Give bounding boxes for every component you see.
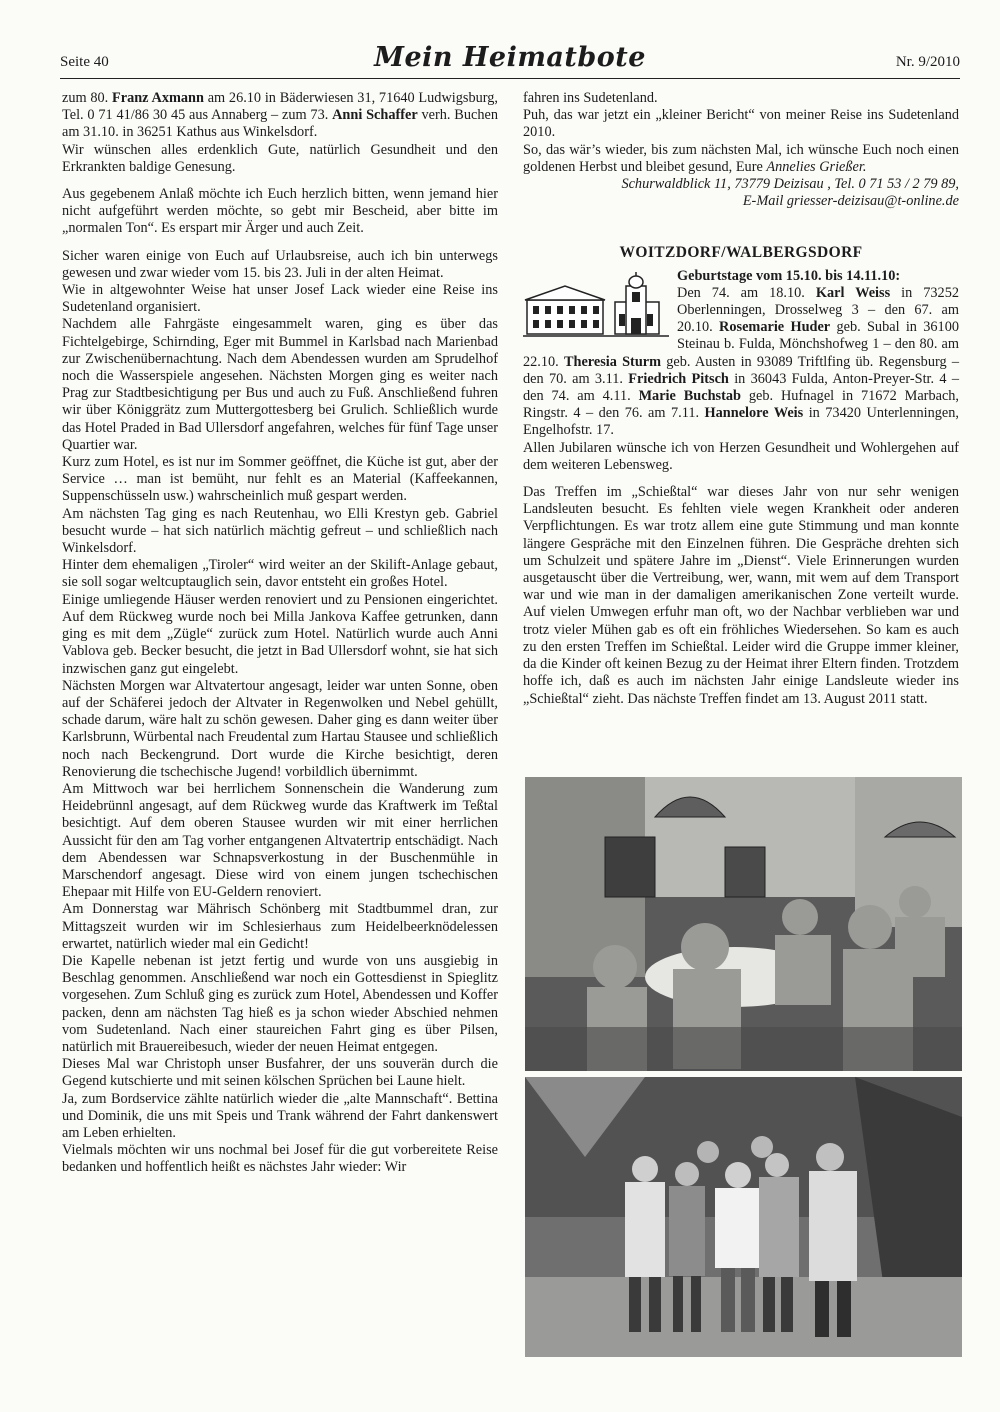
left-column <box>62 90 498 1177</box>
birthday-list <box>523 268 959 440</box>
meeting-report: Das Treffen im „Schießtal“ war dieses Jahr von nur sehr wenigen Landsleuten besucht. Es fehlten viele wegen Krankheit oder anderen Verpflichtungen. Es war trotz allem eine gute Stimmung und man konnte längere Gespräche mit den Einzelnen führen. Die Gespräche drehten sich um Schulzeit und spätere Jahre im „Dienst“. Viele Erinnerungen wurden ausgetauscht über die Vertreibung, wer, wann, mit wem auf dem Transport war und wie man in der damaligen amerikanischen Zone verteilt wurde. Auf vielen Umwegen erfuhr man oft, wo der Nachbar verblieben war und trotz vieler Mühen gab es oft ein fröhliches Wiedersehen. So kam es auch zu den ersten Treffen im Schießtal. Leider wird die Gruppe immer kleiner, da die Kinder oft keinen Bezug zu der Heimat ihrer Eltern finden. Trotzdem hoffe ich, daß es auch im nächsten Jahr einige Landsleute wieder ins „Schießtal“ zieht. Das nächste Treffen findet am 13. August 2011 statt. <box>523 484 959 707</box>
author-address: Schurwaldblick 11, 73779 Deizisau , Tel. 0 71 53 / 2 79 89, <box>621 176 959 193</box>
section-title: WOITZDORF/WALBERGSDORF <box>619 244 863 262</box>
photo-group <box>525 1077 962 1357</box>
request-paragraph: Aus gegebenem Anlaß möchte ich Euch herzlich bitten, wenn jemand hier nicht aufgeführt werden möchte, so gebt mir Bescheid, aber bitte im „normalen Ton“. Es erspart mir Ärger und auch Zeit. <box>62 186 498 237</box>
paragraph: Vielmals möchten wir uns nochmal bei Josef für die gut vorbereitete Reise bedanken und hoffentlich heißt es nächstes Jahr wieder: Wir <box>62 1142 498 1176</box>
paragraph: Dieses Mal war Christoph unser Busfahrer, der uns souverän durch die Gegend kutschierte und mit seinen kölschen Sprüchen bei Laune hielt. <box>62 1056 498 1090</box>
paragraph: Puh, das war jetzt ein „kleiner Bericht“ von meiner Reise ins Sudetenland 2010. <box>523 107 959 141</box>
paragraph: Ja, zum Bordservice zählte natürlich wieder die „alte Mannschaft“. Bettina und Dominik, die uns mit Speis und Trank während der Fahrt dankenswert am Leben erhielten. <box>62 1090 498 1141</box>
travel-intro: Sicher waren einige von Euch auf Urlaubsreise, auch ich bin unterwegs gewesen und zwar wieder vom 15. bis 23. Juli in der alten Heimat. <box>62 247 498 281</box>
paragraph: Am Mittwoch war bei herrlichem Sonnenschein die Wanderung zum Heidebrünnl angesagt, auf dem Rückweg wurde das Kraftwerk im Teßtal besichtigt. Auf dem oberen Stausee wurden wir mit einer herrlichen Aussicht für den am Tag vorher entgangenen Altvatertrip entschädigt. Nach dem Abendessen war Schnapsverkostung in der Buschenmühle in Marschendorf angesagt. Diese wird von einem jungen tschechischen Ehepaar mit Hilfe von EU-Geldern renoviert. <box>62 780 498 901</box>
paragraph: Einige umliegende Häuser werden renoviert und zu Pensionen eingerichtet. Auf dem Rückweg wurde noch bei Milla Jankova Kaffee getrunken, dann ging es mit dem „Zügle“ zurück zum Hotel. Natürlich wurde auch Anni Vablova geb. Becker besucht, die jetzt in Bad Ullersdorf wohnt, sie hat sich inzwischen ganz gut eingelebt. <box>62 591 498 677</box>
page-number: Seite 40 <box>60 54 109 70</box>
birthday-continuation: zum 80. Franz Axmann am 26.10 in Bäderwiesen 31, 71640 Ludwigsburg, Tel. 0 71 41/86 30 45 aus Annaberg – zum 73. Anni Schaffer verh. Buchen am 31.10. in 36251 Kathus aus Winkelsdorf. <box>62 90 498 141</box>
right-column <box>523 90 959 708</box>
paragraph: Nachdem alle Fahrgäste eingesammelt waren, ging es über das Fichtelgebirge, Schirnding, Eger mit Bummel in Karlsbad nach Marienbad zur Zwischenübernachtung. Nach dem Abendessen wurden am Sprudelhof noch die Wasserspiele angesehen. Nächsten Morgen ging es weiter nach Prag zur Stadtbesichtigung per Bus und auch zu Fuß. Anschließend fuhren wir über Königgrätz zum Muttergottesberg bei Grulich. Schließlich wurde das Hotel Praded in Bad Ullersdorf angefahren, welches für fünf Tage unser Quartier war. <box>62 316 498 453</box>
paragraph: Am Donnerstag war Mährisch Schönberg mit Stadtbummel dran, zur Mittagszeit wurden wir im Schlesierhaus zum Heidelbeerknödelessen erwartet, natürlich wieder mal ein Gedicht! <box>62 901 498 952</box>
author-name: Annelies Grießer. <box>766 158 867 175</box>
issue-number: Nr. 9/2010 <box>895 54 960 70</box>
photo-restaurant <box>525 777 962 1071</box>
page-header <box>60 42 960 79</box>
paragraph: Am nächsten Tag ging es nach Reutenhau, wo Elli Krestyn geb. Gabriel besucht wurde – hat sich natürlich mächtig gefreut – und schließlich nach Winkelsdorf. <box>62 505 498 557</box>
paragraph: Wie in altgewohnter Weise hat unser Josef Lack wieder eine Reise ins Sudetenland organisiert. <box>62 282 498 316</box>
village-church-icon <box>523 272 669 338</box>
wishes-paragraph: Wir wünschen alles erdenklich Gute, natürlich Gesundheit und den Erkrankten baldige Genesung. <box>62 141 498 175</box>
paragraph: Kurz zum Hotel, es ist nur im Sommer geöffnet, die Küche ist gut, aber der Service … man ist bemüht, nur fehlt es an Material (Kaffeekannen, Suppenschüsseln usw.) wahrscheinlich muß gespart werden. <box>62 454 498 505</box>
farewell-paragraph: So, das wär’s wieder, bis zum nächsten Mal, ich wünsche Euch noch einen goldenen Herbst und bleibet gesund, Eure Annelies Grießer. <box>523 141 959 175</box>
paragraph: Die Kapelle nebenan ist jetzt fertig und wurde von uns ausgiebig in Beschlag genommen. Anschließend war noch ein Gottesdienst in Spieglitz vorgesehen. Zum Schluß ging es zurück zum Hotel, Abendessen und Koffer packen, denn am nächsten Tag hieß es ja schon wieder Abschied nehmen vom Sudetenland. Nach einer staureichen Fahrt ging es über Pilsen, natürlich mit Brauereibesuch, wieder der neuen Heimat entgegen. <box>62 952 498 1055</box>
paragraph: Nächsten Morgen war Altvatertour angesagt, leider war unten Sonne, oben auf der Schäferei jedoch der Altvater in Regenwolken und Nebel gehüllt, schade darum, wäre halt zu schön gewesen. Daher ging es dann weiter über Karlsbrunn, Würbental nach Freudental zum Hartau Stausee und schließlich noch nach Beckengrund. Dort wurde die Kirche besichtigt, deren Renovierung die tschechische Jugend! vorbildlich übernimmt. <box>62 677 498 780</box>
masthead: Mein Heimatbote <box>374 42 646 73</box>
author-email: E-Mail griesser-deizisau@t-online.de <box>742 193 959 210</box>
birthday-heading: Geburtstage vom 15.10. bis 14.11.10: <box>677 267 901 284</box>
jubilee-wishes: Allen Jubilaren wünsche ich von Herzen Gesundheit und Wohlergehen auf dem weiteren Lebensweg. <box>523 439 959 473</box>
paragraph: Hinter dem ehemaligen „Tiroler“ wird weiter an der Skilift-Anlage gebaut, sie soll sogar weltcuptauglich sein, davor entsteht ein großes Hotel. <box>62 557 498 591</box>
birthday-entries: Den 74. am 18.10. Karl Weiss in 73252 Oberlenningen, Drosselweg 3 – den 67. am 20.10. Rosemarie Huder geb. Subal in 36100 Steinau b. Fulda, Mönchshofweg 1 – den 80. am 22.10. Theresia Sturm geb. Austen in 93089 Triftlfing üb. Regensburg – den 70. am 3.11. Friedrich Pitsch in 36043 Fulda, Anton-Preyer-Str. 4 – den 74. am 4.11. Marie Buchstab geb. Hufnagel in 71672 Marbach, Ringstr. 4 – den 76. am 7.11. Hannelore Weis in 73420 Unterlenningen, Engelhofstr. 17. <box>523 284 960 439</box>
paragraph: fahren ins Sudetenland. <box>523 90 658 106</box>
